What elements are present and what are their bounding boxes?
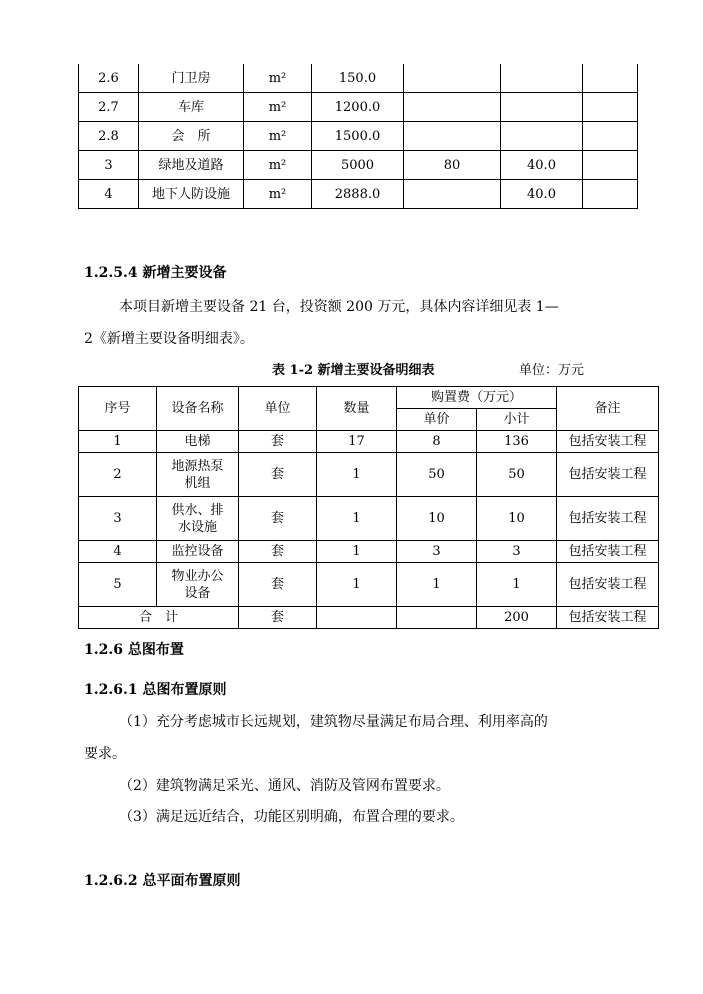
- table-row: [79, 431, 659, 453]
- total-qty: [317, 607, 397, 629]
- cell-subtotal: 10: [477, 497, 557, 541]
- header-note: 备注: [557, 387, 659, 431]
- total-row: [79, 607, 659, 629]
- table-cell: [501, 93, 583, 122]
- cell-qty: 17: [317, 431, 397, 453]
- cell-note: 包括安装工程: [557, 563, 659, 607]
- cell-unit: 套: [239, 563, 317, 607]
- total-label: 合 计: [79, 607, 239, 629]
- table-cell: m²: [244, 93, 312, 122]
- table-cell: 4: [79, 180, 139, 209]
- table-cell: [583, 93, 638, 122]
- total-note: 包括安装工程: [557, 607, 659, 629]
- cell-no: 4: [79, 541, 157, 563]
- total-price: [397, 607, 477, 629]
- table-cell: [404, 122, 501, 151]
- cell-no: 2: [79, 453, 157, 497]
- cell-no: 1: [79, 431, 157, 453]
- top-table: [78, 64, 638, 209]
- table-cell: 2.7: [79, 93, 139, 122]
- header-no: 序号: [79, 387, 157, 431]
- list-item: 要求。: [84, 746, 126, 762]
- cell-name: 监控设备: [157, 541, 239, 563]
- table-row: [79, 541, 659, 563]
- cell-unit: 套: [239, 541, 317, 563]
- cell-note: 包括安装工程: [557, 453, 659, 497]
- header-name: 设备名称: [157, 387, 239, 431]
- header-unit: 单位: [239, 387, 317, 431]
- table-cell: 1500.0: [312, 122, 404, 151]
- equipment-table: [78, 386, 659, 629]
- table-cell: [583, 122, 638, 151]
- cell-note: 包括安装工程: [557, 541, 659, 563]
- cell-price: 50: [397, 453, 477, 497]
- table-cell: 40.0: [501, 151, 583, 180]
- table-row: [79, 93, 638, 122]
- cell-unit: 套: [239, 497, 317, 541]
- header-qty: 数量: [317, 387, 397, 431]
- table-row: [79, 180, 638, 209]
- table-cell: 5000: [312, 151, 404, 180]
- list-item: （1）充分考虑城市长远规划，建筑物尽量满足布局合理、利用率高的: [119, 714, 548, 730]
- table-cell: m²: [244, 64, 312, 93]
- cell-price: 1: [397, 563, 477, 607]
- table-unit: 单位：万元: [519, 363, 585, 378]
- list-item: （2）建筑物满足采光、通风、消防及管网布置要求。: [119, 778, 450, 794]
- section-heading-1261: 1.2.6.1 总图布置原则: [84, 682, 227, 698]
- cell-price: 10: [397, 497, 477, 541]
- header-price: 单价: [397, 409, 477, 431]
- table-row: [79, 563, 659, 607]
- cell-qty: 1: [317, 497, 397, 541]
- table-cell: 绿地及道路: [139, 151, 244, 180]
- table-row: [79, 151, 638, 180]
- table-cell: m²: [244, 122, 312, 151]
- table-cell: [501, 122, 583, 151]
- cell-name: 供水、排水设施: [157, 497, 239, 541]
- paragraph-line: 本项目新增主要设备 21 台，投资额 200 万元，具体内容详细见表 1—: [119, 299, 559, 315]
- cell-subtotal: 50: [477, 453, 557, 497]
- table-row: [79, 453, 659, 497]
- table-cell: [404, 180, 501, 209]
- table-cell: [501, 64, 583, 93]
- table-cell: [404, 64, 501, 93]
- section-heading-126: 1.2.6 总图布置: [84, 642, 184, 658]
- table-cell: 2.8: [79, 122, 139, 151]
- table-cell: 3: [79, 151, 139, 180]
- table-cell: 150.0: [312, 64, 404, 93]
- table-cell: 会 所: [139, 122, 244, 151]
- table-row: [79, 497, 659, 541]
- cell-qty: 1: [317, 541, 397, 563]
- section-heading-1262: 1.2.6.2 总平面布置原则: [84, 873, 241, 889]
- table-cell: 门卫房: [139, 64, 244, 93]
- cell-unit: 套: [239, 431, 317, 453]
- table-caption: 表 1-2 新增主要设备明细表: [272, 363, 435, 378]
- cell-no: 5: [79, 563, 157, 607]
- table-cell: m²: [244, 151, 312, 180]
- table-cell: 地下人防设施: [139, 180, 244, 209]
- table-cell: 车库: [139, 93, 244, 122]
- cell-name: 电梯: [157, 431, 239, 453]
- cell-price: 3: [397, 541, 477, 563]
- cell-qty: 1: [317, 563, 397, 607]
- cell-price: 8: [397, 431, 477, 453]
- table-cell: [404, 93, 501, 122]
- cell-unit: 套: [239, 453, 317, 497]
- header-cost: 购置费（万元）: [397, 387, 557, 409]
- cell-subtotal: 136: [477, 431, 557, 453]
- table-cell: 1200.0: [312, 93, 404, 122]
- cell-subtotal: 3: [477, 541, 557, 563]
- cell-name: 物业办公设备: [157, 563, 239, 607]
- total-subtotal: 200: [477, 607, 557, 629]
- table-cell: [583, 151, 638, 180]
- table-cell: 2.6: [79, 64, 139, 93]
- list-item: （3）满足远近结合，功能区别明确，布置合理的要求。: [119, 809, 464, 825]
- cell-name: 地源热泵机组: [157, 453, 239, 497]
- table-cell: 2888.0: [312, 180, 404, 209]
- table-cell: [583, 180, 638, 209]
- cell-no: 3: [79, 497, 157, 541]
- table-cell: 80: [404, 151, 501, 180]
- table-cell: 40.0: [501, 180, 583, 209]
- cell-qty: 1: [317, 453, 397, 497]
- table-row: [79, 122, 638, 151]
- section-heading-1254: 1.2.5.4 新增主要设备: [84, 265, 227, 281]
- table-cell: m²: [244, 180, 312, 209]
- cell-note: 包括安装工程: [557, 497, 659, 541]
- cell-subtotal: 1: [477, 563, 557, 607]
- cell-note: 包括安装工程: [557, 431, 659, 453]
- total-unit: 套: [239, 607, 317, 629]
- header-subtotal: 小计: [477, 409, 557, 431]
- table-cell: [583, 64, 638, 93]
- paragraph-line: 2《新增主要设备明细表》。: [84, 331, 254, 347]
- table-row: [79, 64, 638, 93]
